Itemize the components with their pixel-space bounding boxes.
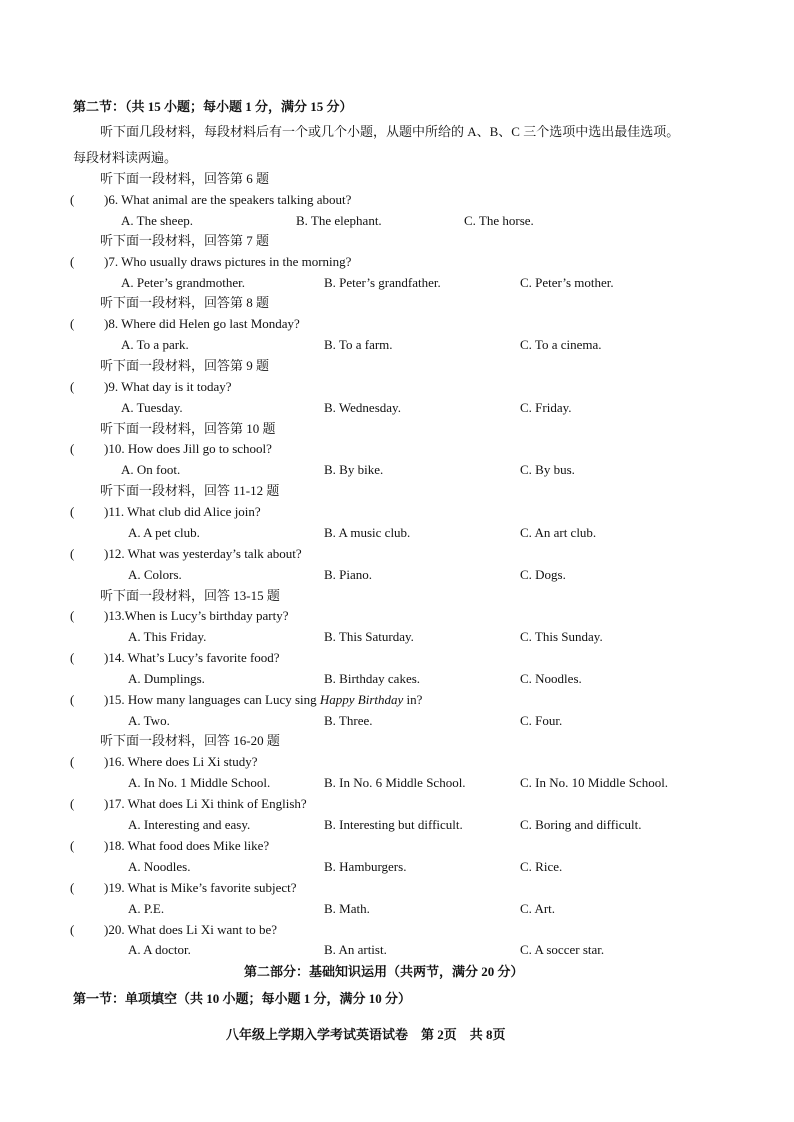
answer-blank-paren: (: [70, 316, 75, 331]
option-a: A. Two.: [128, 713, 170, 728]
song-title-italic: Happy Birthday: [319, 692, 404, 707]
question-text: )6. What animal are the speakers talking about?: [104, 192, 352, 207]
question-text-part: in?: [403, 692, 423, 707]
option-a: A. P.E.: [128, 901, 165, 916]
option-c: C. By bus.: [520, 462, 575, 477]
answer-blank-paren: (: [70, 608, 75, 623]
question-text: )14. What’s Lucy’s favorite food?: [104, 650, 280, 665]
option-a: A. Interesting and easy.: [128, 817, 251, 832]
option-a: A. To a park.: [121, 337, 189, 352]
option-c: C. In No. 10 Middle School.: [520, 775, 669, 790]
option-c: C. Dogs.: [520, 567, 566, 582]
section-header: 第二节：（共 15 小题；每小题 1 分，满分 15 分）: [73, 99, 353, 114]
option-c: C. The horse.: [464, 213, 534, 228]
option-b: B. Math.: [324, 901, 370, 916]
option-c: C. Rice.: [520, 859, 563, 874]
option-c: C. To a cinema.: [520, 337, 602, 352]
answer-blank-paren: (: [70, 922, 75, 937]
answer-blank-paren: (: [70, 546, 75, 561]
option-c: C. Peter’s mother.: [520, 275, 614, 290]
listening-prompt: 听下面一段材料，回答第 6 题: [100, 171, 270, 186]
listening-prompt: 听下面一段材料，回答第 8 题: [100, 295, 270, 310]
option-a: A. Tuesday.: [121, 400, 183, 415]
option-b: B. This Saturday.: [324, 629, 414, 644]
option-c: C. This Sunday.: [520, 629, 603, 644]
answer-blank-paren: (: [70, 880, 75, 895]
option-b: B. In No. 6 Middle School.: [324, 775, 466, 790]
question-text: )11. What club did Alice join?: [104, 504, 261, 519]
option-a: A. Colors.: [128, 567, 182, 582]
listening-prompt: 听下面一段材料，回答 16-20 题: [100, 733, 280, 748]
instructions-line-1: 听下面几段材料，每段材料后有一个或几个小题，从题中所给的 A、B、C 三个选项中选出最佳选项。: [100, 124, 680, 139]
question-text: )17. What does Li Xi think of English?: [104, 796, 307, 811]
answer-blank-paren: (: [70, 692, 75, 707]
option-b: B. Hamburgers.: [324, 859, 407, 874]
listening-prompt: 听下面一段材料，回答第 10 题: [100, 421, 276, 436]
question-text: )7. Who usually draws pictures in the morning?: [104, 254, 352, 269]
option-a: A. In No. 1 Middle School.: [128, 775, 271, 790]
question-text-part: )15. How many languages can Lucy sing: [104, 692, 320, 707]
listening-prompt: 听下面一段材料，回答第 7 题: [100, 233, 270, 248]
section-1-title: 第一节：单项填空（共 10 小题；每小题 1 分，满分 10 分）: [73, 991, 412, 1006]
option-a: A. On foot.: [121, 462, 181, 477]
answer-blank-paren: (: [70, 441, 75, 456]
answer-blank-paren: (: [70, 504, 75, 519]
question-text: )20. What does Li Xi want to be?: [104, 922, 278, 937]
option-a: A. Dumplings.: [128, 671, 205, 686]
instructions-line-2: 每段材料读两遍。: [73, 150, 178, 165]
option-b: B. By bike.: [324, 462, 384, 477]
option-b: B. Peter’s grandfather.: [324, 275, 441, 290]
option-c: C. Four.: [520, 713, 563, 728]
answer-blank-paren: (: [70, 254, 75, 269]
option-c: C. An art club.: [520, 525, 597, 540]
answer-blank-paren: (: [70, 838, 75, 853]
option-c: C. A soccer star.: [520, 942, 605, 957]
answer-blank-paren: (: [70, 796, 75, 811]
part-2-title: 第二部分：基础知识运用（共两节，满分 20 分）: [244, 964, 524, 979]
answer-blank-paren: (: [70, 192, 75, 207]
question-text: )10. How does Jill go to school?: [104, 441, 272, 456]
option-a: A. Peter’s grandmother.: [121, 275, 245, 290]
question-text: )9. What day is it today?: [104, 379, 232, 394]
question-text: )8. Where did Helen go last Monday?: [104, 316, 300, 331]
question-text: )18. What food does Mike like?: [104, 838, 270, 853]
option-b: B. A music club.: [324, 525, 411, 540]
option-a: A. The sheep.: [121, 213, 193, 228]
option-a: A. A doctor.: [128, 942, 191, 957]
option-a: A. A pet club.: [128, 525, 200, 540]
answer-blank-paren: (: [70, 754, 75, 769]
question-text: )13.When is Lucy’s birthday party?: [104, 608, 289, 623]
question-text: )12. What was yesterday’s talk about?: [104, 546, 302, 561]
answer-blank-paren: (: [70, 379, 75, 394]
option-c: C. Boring and difficult.: [520, 817, 642, 832]
question-text: )19. What is Mike’s favorite subject?: [104, 880, 297, 895]
option-c: C. Friday.: [520, 400, 572, 415]
option-c: C. Noodles.: [520, 671, 582, 686]
answer-blank-paren: (: [70, 650, 75, 665]
question-text: [104, 692, 422, 708]
option-b: B. Wednesday.: [324, 400, 401, 415]
option-b: B. An artist.: [324, 942, 387, 957]
option-b: B. Birthday cakes.: [324, 671, 421, 686]
option-a: A. This Friday.: [128, 629, 207, 644]
listening-prompt: 听下面一段材料，回答第 9 题: [100, 358, 270, 373]
option-b: B. Interesting but difficult.: [324, 817, 463, 832]
option-b: B. To a farm.: [324, 337, 393, 352]
option-b: B. Piano.: [324, 567, 373, 582]
listening-prompt: 听下面一段材料，回答 11-12 题: [100, 483, 280, 498]
listening-prompt: 听下面一段材料，回答 13-15 题: [100, 588, 280, 603]
option-c: C. Art.: [520, 901, 556, 916]
option-a: A. Noodles.: [128, 859, 191, 874]
option-b: B. The elephant.: [296, 213, 382, 228]
question-text: )16. Where does Li Xi study?: [104, 754, 258, 769]
page-footer: 八年级上学期入学考试英语试卷 第 2页 共 8页: [226, 1027, 506, 1042]
option-b: B. Three.: [324, 713, 373, 728]
